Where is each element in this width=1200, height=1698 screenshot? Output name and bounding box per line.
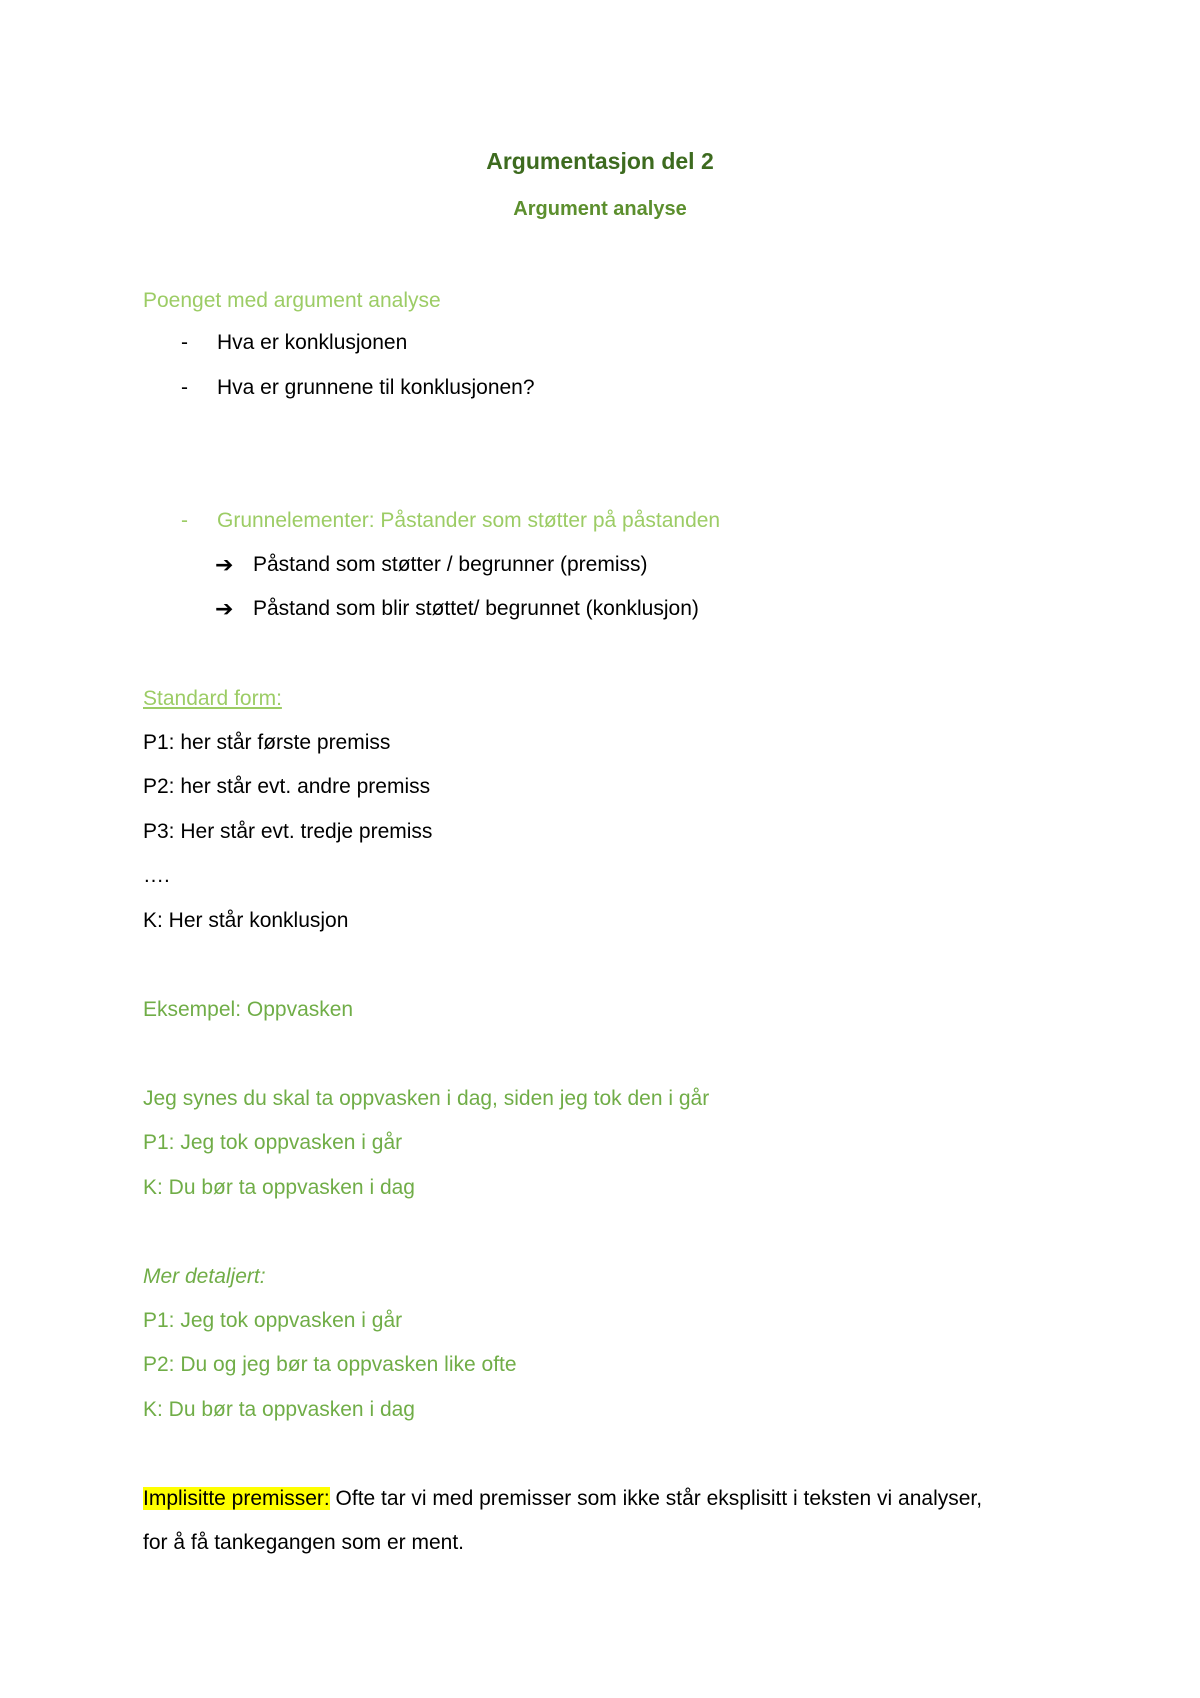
document-title: Argumentasjon del 2 [486, 148, 714, 174]
arrow-item: Påstand som blir støttet/ begrunnet (konklusjon) [253, 597, 699, 620]
detailed-line: P2: Du og jeg bør ta oppvasken like ofte [143, 1353, 517, 1376]
detailed-heading: Mer detaljert: [143, 1265, 266, 1288]
implicit-label: Implisitte premisser: [143, 1487, 330, 1510]
dash-bullet: - [181, 376, 188, 399]
arrow-right-icon: ➔ [215, 596, 234, 621]
detailed-line: P1: Jeg tok oppvasken i går [143, 1309, 403, 1332]
bullet-item: Hva er grunnene til konklusjonen? [217, 376, 535, 399]
implicit-text: Ofte tar vi med premisser som ikke står eksplisitt i teksten vi analyser, [329, 1487, 983, 1510]
standard-form-line: P3: Her står evt. tredje premiss [143, 820, 433, 843]
section-heading-purpose: Poenget med argument analyse [143, 289, 441, 312]
example-heading: Eksempel: Oppvasken [143, 998, 354, 1021]
implicit-text-continued: for å få tankegangen som er ment. [143, 1531, 465, 1554]
example-line: K: Du bør ta oppvasken i dag [143, 1176, 415, 1199]
example-sentence: Jeg synes du skal ta oppvasken i dag, siden jeg tok den i går [143, 1087, 710, 1110]
standard-form-line: P1: her står første premiss [143, 731, 391, 754]
dash-bullet: - [181, 509, 188, 532]
standard-form-line: P2: her står evt. andre premiss [143, 775, 431, 798]
arrow-item: Påstand som støtter / begrunner (premiss) [253, 553, 648, 576]
bullet-item: Hva er konklusjonen [217, 331, 408, 354]
arrow-right-icon: ➔ [215, 552, 234, 577]
dash-bullet: - [181, 331, 188, 354]
standard-form-line: …. [143, 864, 170, 887]
standard-form-line: K: Her står konklusjon [143, 909, 349, 932]
implicit-paragraph [143, 1486, 982, 1512]
document-subtitle: Argument analyse [513, 198, 687, 220]
example-line: P1: Jeg tok oppvasken i går [143, 1131, 403, 1154]
detailed-line: K: Du bør ta oppvasken i dag [143, 1398, 415, 1421]
bullet-item-elements: Grunnelementer: Påstander som støtter på påstanden [217, 509, 721, 532]
standard-form-heading: Standard form: [143, 687, 282, 710]
